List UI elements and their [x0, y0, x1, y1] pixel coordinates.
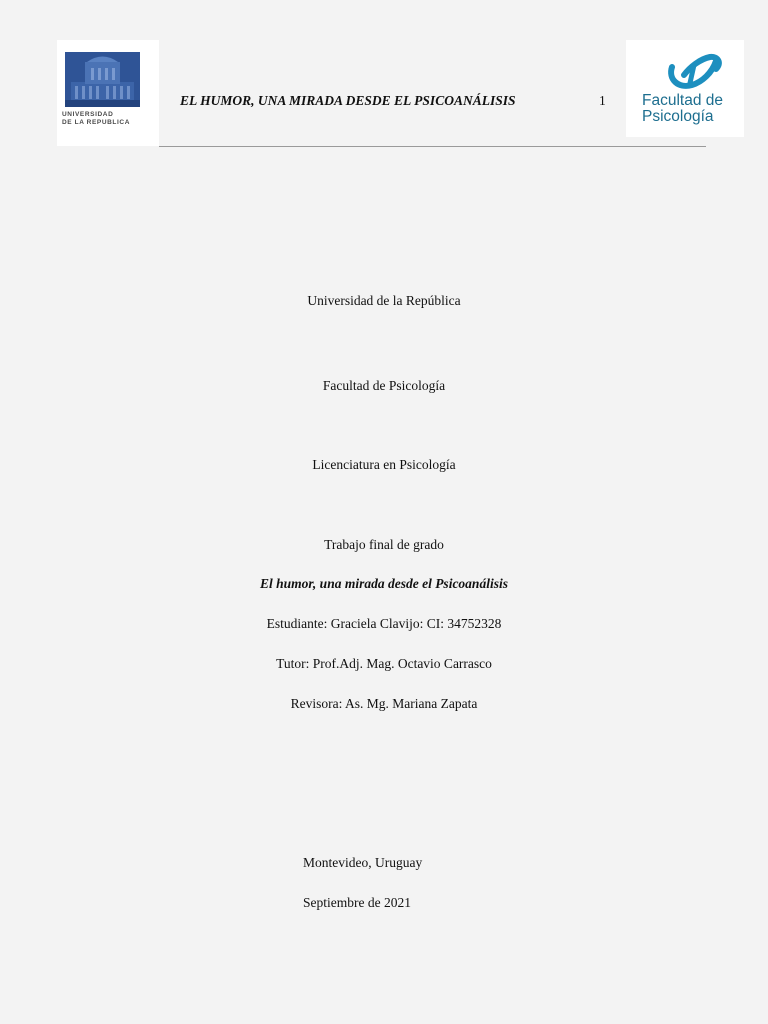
- faculty-name: Facultad de Psicología: [322, 378, 446, 393]
- place: Montevideo, Uruguay: [303, 855, 423, 870]
- universidad-logo-text: UNIVERSIDAD DE LA REPUBLICA: [62, 111, 130, 126]
- thesis-title: El humor, una mirada desde el Psicoanálisis: [260, 576, 508, 591]
- tutor-info: Tutor: Prof.Adj. Mag. Octavio Carrasco: [276, 656, 492, 671]
- psicologia-logo: [626, 40, 744, 137]
- university-name: Universidad de la República: [307, 293, 461, 308]
- header-divider: [159, 146, 706, 147]
- date: Septiembre de 2021: [303, 895, 411, 910]
- universidad-logo: [57, 40, 159, 146]
- student-info: Estudiante: Graciela Clavijo: CI: 34752328: [266, 616, 502, 631]
- psicologia-mark-icon: [666, 53, 724, 93]
- university-building-icon: [65, 52, 140, 107]
- reviewer-info: Revisora: As. Mg. Mariana Zapata: [290, 696, 478, 711]
- degree-name: Licenciatura en Psicología: [312, 457, 456, 472]
- psicologia-logo-text: Facultad de Psicología: [642, 92, 723, 125]
- page-number: 1: [599, 93, 606, 108]
- running-header-title: EL HUMOR, UNA MIRADA DESDE EL PSICOANÁLISIS: [180, 93, 516, 108]
- work-type: Trabajo final de grado: [324, 537, 444, 552]
